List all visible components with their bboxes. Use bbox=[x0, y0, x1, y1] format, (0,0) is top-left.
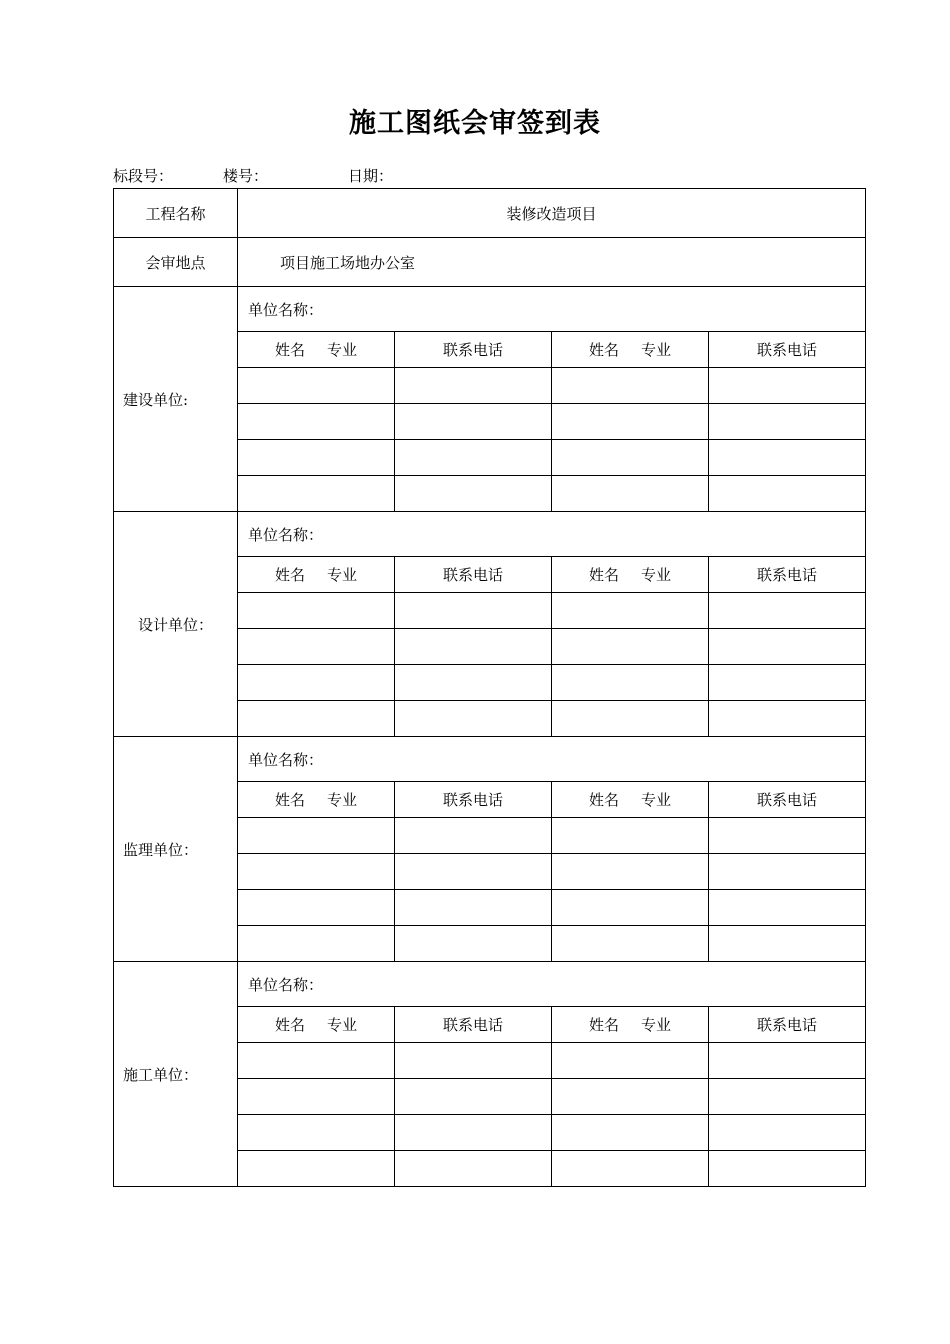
blank-cell bbox=[709, 1151, 866, 1187]
blank-cell bbox=[238, 404, 395, 440]
column-header-name-major: 姓名 专业 bbox=[238, 557, 395, 593]
group-row-designer bbox=[114, 512, 866, 557]
blank-cell bbox=[238, 890, 395, 926]
blank-cell bbox=[238, 593, 395, 629]
blank-cell bbox=[709, 1043, 866, 1079]
unit-name-label: 单位名称： bbox=[238, 962, 866, 1007]
sign-in-table bbox=[113, 188, 866, 1187]
blank-cell bbox=[709, 926, 866, 962]
blank-cell bbox=[552, 926, 709, 962]
blank-cell bbox=[709, 629, 866, 665]
blank-cell bbox=[552, 665, 709, 701]
blank-cell bbox=[238, 440, 395, 476]
blank-cell bbox=[552, 1151, 709, 1187]
blank-cell bbox=[552, 440, 709, 476]
column-header-name-major: 姓名 专业 bbox=[238, 332, 395, 368]
review-location-value: 项目施工场地办公室 bbox=[238, 238, 866, 287]
project-name-value: 装修改造项目 bbox=[238, 189, 866, 238]
blank-cell bbox=[395, 818, 552, 854]
blank-cell bbox=[709, 593, 866, 629]
column-header-phone: 联系电话 bbox=[395, 332, 552, 368]
column-header-phone: 联系电话 bbox=[709, 332, 866, 368]
blank-cell bbox=[709, 890, 866, 926]
blank-cell bbox=[238, 665, 395, 701]
blank-cell bbox=[238, 854, 395, 890]
blank-cell bbox=[395, 854, 552, 890]
blank-cell bbox=[395, 593, 552, 629]
blank-cell bbox=[552, 1043, 709, 1079]
date-label: 日期： bbox=[348, 167, 394, 185]
blank-cell bbox=[552, 890, 709, 926]
group-label-contractor: 施工单位： bbox=[114, 962, 238, 1187]
blank-cell bbox=[552, 476, 709, 512]
column-header-name-major: 姓名 专业 bbox=[552, 782, 709, 818]
unit-name-label: 单位名称： bbox=[238, 287, 866, 332]
blank-cell bbox=[552, 854, 709, 890]
group-label-designer: 设计单位： bbox=[114, 512, 238, 737]
blank-cell bbox=[395, 701, 552, 737]
column-header-phone: 联系电话 bbox=[709, 1007, 866, 1043]
column-header-name-major: 姓名 专业 bbox=[238, 782, 395, 818]
column-header-phone: 联系电话 bbox=[709, 782, 866, 818]
blank-cell bbox=[395, 368, 552, 404]
blank-cell bbox=[395, 1079, 552, 1115]
blank-cell bbox=[238, 701, 395, 737]
blank-cell bbox=[552, 818, 709, 854]
blank-cell bbox=[552, 593, 709, 629]
blank-cell bbox=[395, 476, 552, 512]
group-row-supervisor bbox=[114, 737, 866, 782]
blank-cell bbox=[395, 1151, 552, 1187]
blank-cell bbox=[238, 1079, 395, 1115]
column-header-phone: 联系电话 bbox=[709, 557, 866, 593]
blank-cell bbox=[552, 1079, 709, 1115]
group-row-contractor bbox=[114, 962, 866, 1007]
blank-cell bbox=[709, 701, 866, 737]
blank-cell bbox=[552, 629, 709, 665]
blank-cell bbox=[709, 1115, 866, 1151]
section-number-label: 标段号： bbox=[113, 167, 174, 185]
blank-cell bbox=[395, 665, 552, 701]
group-label-supervisor: 监理单位： bbox=[114, 737, 238, 962]
blank-cell bbox=[238, 1115, 395, 1151]
blank-cell bbox=[552, 1115, 709, 1151]
blank-cell bbox=[395, 440, 552, 476]
blank-cell bbox=[709, 818, 866, 854]
project-name-label: 工程名称 bbox=[114, 189, 238, 238]
blank-cell bbox=[238, 476, 395, 512]
unit-name-label: 单位名称： bbox=[238, 737, 866, 782]
review-location-label: 会审地点 bbox=[114, 238, 238, 287]
blank-cell bbox=[238, 1043, 395, 1079]
unit-name-label: 单位名称： bbox=[238, 512, 866, 557]
blank-cell bbox=[709, 476, 866, 512]
blank-cell bbox=[238, 926, 395, 962]
blank-cell bbox=[238, 1151, 395, 1187]
group-row-owner bbox=[114, 287, 866, 332]
blank-cell bbox=[395, 1043, 552, 1079]
column-header-name-major: 姓名 专业 bbox=[552, 332, 709, 368]
column-header-phone: 联系电话 bbox=[395, 1007, 552, 1043]
building-number-label: 楼号： bbox=[223, 167, 269, 185]
blank-cell bbox=[552, 701, 709, 737]
column-header-phone: 联系电话 bbox=[395, 782, 552, 818]
blank-cell bbox=[395, 926, 552, 962]
blank-cell bbox=[395, 629, 552, 665]
blank-cell bbox=[709, 440, 866, 476]
blank-cell bbox=[395, 404, 552, 440]
blank-cell bbox=[709, 1079, 866, 1115]
blank-cell bbox=[709, 665, 866, 701]
blank-cell bbox=[709, 368, 866, 404]
blank-cell bbox=[238, 629, 395, 665]
blank-cell bbox=[238, 818, 395, 854]
blank-cell bbox=[395, 890, 552, 926]
blank-cell bbox=[709, 404, 866, 440]
blank-cell bbox=[552, 368, 709, 404]
column-header-name-major: 姓名 专业 bbox=[552, 1007, 709, 1043]
project-name-row bbox=[114, 189, 866, 238]
blank-cell bbox=[552, 404, 709, 440]
group-label-owner: 建设单位: bbox=[114, 287, 238, 512]
page-title: 施工图纸会审签到表 bbox=[349, 108, 601, 139]
column-header-phone: 联系电话 bbox=[395, 557, 552, 593]
column-header-name-major: 姓名 专业 bbox=[552, 557, 709, 593]
blank-cell bbox=[395, 1115, 552, 1151]
blank-cell bbox=[238, 368, 395, 404]
blank-cell bbox=[709, 854, 866, 890]
review-location-row bbox=[114, 238, 866, 287]
column-header-name-major: 姓名 专业 bbox=[238, 1007, 395, 1043]
